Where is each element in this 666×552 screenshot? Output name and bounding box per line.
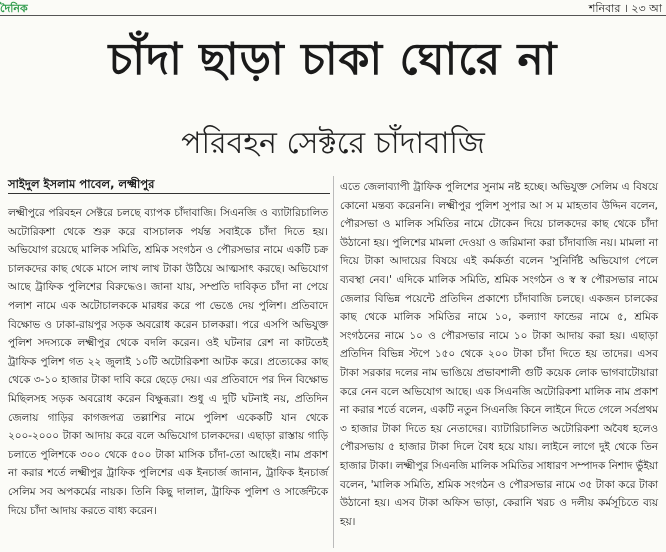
newspaper-header-strip xyxy=(0,0,666,16)
masthead-fragment: দৈনিক xyxy=(0,2,28,15)
byline-rule xyxy=(8,193,330,194)
headline: চাঁদা ছাড়া চাকা ঘোরে না xyxy=(108,34,558,85)
header-rule xyxy=(0,15,666,16)
column-divider xyxy=(333,176,334,548)
issue-date: শনিবার । ২৩ আ xyxy=(588,2,662,15)
article-column-left: লক্ষ্মীপুরে পরিবহন সেক্টরে চলছে ব্যাপক চাঁদাবাজি। সিএনজি ও ব্যাটারিচালিত অটোরিকশা থেকে শুরু করে বাসচালক পর্যন্ত সবাইকে চাঁদা দিতে হয়। অভিযোগ রয়েছে মালিক সমিতি, শ্রমিক সংগঠন ও পৌরসভার নামে একটি চক্র চালকদের কাছ থেকে মাসে লাখ লাখ টাকা উঠিয়ে আত্মসাৎ করছে। অভিযোগ আছে ট্রাফিক পুলিশের বিরুদ্ধেও। জানা যায়, সম্প্রতি দাবিকৃত চাঁদা না পেয়ে পলাশ নামে এক অটোচালককে মারধর করে পা ভেঙে দেয় পুলিশ। প্রতিবাদে বিক্ষোভ ও ঢাকা-রায়পুর সড়ক অবরোধ করেন চালকরা। পরে এসপি অভিযুক্ত পুলিশ সদস্যকে লক্ষ্মীপুর থেকে বদলি করেন। ওই ঘটনার রেশ না কাটতেই ট্রাফিক পুলিশ গত ২২ জুলাই ১০টি অটোরিকশা আটক করে। প্রত্যেকের কাছ থেকে ৩-১০ হাজার টাকা দাবি করে ছেড়ে দেয়। এর প্রতিবাদে পর দিন বিক্ষোভ মিছিলসহ সড়ক অবরোধ করেন বিক্ষুব্ধরা। শুধু এ দুটি ঘটনাই নয়, প্রতিদিন জেলায় গাড়ির কাগজপত্র তল্লাশির নামে পুলিশ একেকটি যান থেকে ২০০-২০০০ টাকা আদায় করে বলে অভিযোগ চালকদের। এছাড়া রাস্তায় গাড়ি চলাতে পুলিশকে ৩০০ থেকে ৫০০ টাকা মাসিক চাঁদা-তো আছেই। নাম প্রকাশ না করার শর্তে লক্ষ্মীপুর ট্রাফিক পুলিশের এক ইনচার্জ জানান, ট্রাফিক ইনচার্জ সেলিম সব অপকর্মের নায়ক। তিনি কিছু দালাল, ট্রাফিক পুলিশ ও সার্জেন্টকে দিয়ে চাঁদা আদায় করতে বাধ্য করেন। xyxy=(8,207,328,517)
subheadline: পরিবহন সেক্টরে চাঁদাবাজি xyxy=(181,126,485,161)
article-column-right: এতে জেলাব্যাপী ট্রাফিক পুলিশের সুনাম নষ্ট হচ্ছে। অভিযুক্ত সেলিম এ বিষয়ে কোনো মন্তব্য করেননি। লক্ষ্মীপুর পুলিশ সুপার আ স ম মাহতাব উদ্দিন বলেন, পৌরসভা ও মালিক সমিতির নামে টোকেন দিয়ে চালকদের কাছ থেকে চাঁদা উঠানো হয়। পুলিশের মামলা দেওয়া ও জরিমানা করা চাঁদাবাজি নয়। মামলা না দিয়ে টাকা আদায়ের বিষয়ে এই কর্মকর্তা বলেন 'সুনির্দিষ্ট অভিযোগ পেলে ব্যবস্থা নেব।' এদিকে মালিক সমিতি, শ্রমিক সংগঠন ও স্ব স্ব পৌরসভার নামে জেলার বিভিন্ন পয়েন্টে প্রতিদিন প্রকাশ্যে চাঁদাবাজি চলছে। একজন চালকের কাছ থেকে মালিক সমিতির নামে ১০, কল্যাণ ফান্ডের নামে ৫, শ্রমিক সংগঠনের নামে ১০ ও পৌরসভার নামে ১০ টাকা আদায় করা হয়। এছাড়া প্রতিদিন বিভিন্ন স্টপে ১৫০ থেকে ২০০ টাকা চাঁদা দিতে হয় তাদের। এসব টাকা সরকার দলের নাম ভাঙিয়ে প্রভাবশালী গুটি কয়েক লোক ভাগবাটোয়ারা করে নেন বলে অভিযোগ আছে। এক সিএনজি অটোরিকশা মালিক নাম প্রকাশ না করার শর্তে বলেন, একটি নতুন সিএনজি কিনে লাইনে দিতে গেলে সর্বপ্রথম ৩ হাজার টাকা দিতে হয় নেতাদের। ব্যাটারিচালিত অটোরিকশা অবৈধ হলেও পৌরসভায় ৫ হাজার টাকা দিলে বৈধ হয়ে যায়। লাইনে লাগে দুই থেকে তিন হাজার টাকা। লক্ষ্মীপুর সিএনজি মালিক সমিতির সাধারণ সম্পাদক নিশাদ ভুঁইয়া বলেন, 'মালিক সমিতি, শ্রমিক সংগঠন ও পৌরসভার নামে ৩৫ টাকা করে টাকা উঠানো হয়। এসব টাকা অফিস ভাড়া, কেরানি খরচ ও দলীয় কর্মসূচিতে ব্যয় হয়। xyxy=(340,181,658,528)
byline: সাইদুল ইসলাম পাবেল, লক্ষ্মীপুর xyxy=(8,177,155,191)
